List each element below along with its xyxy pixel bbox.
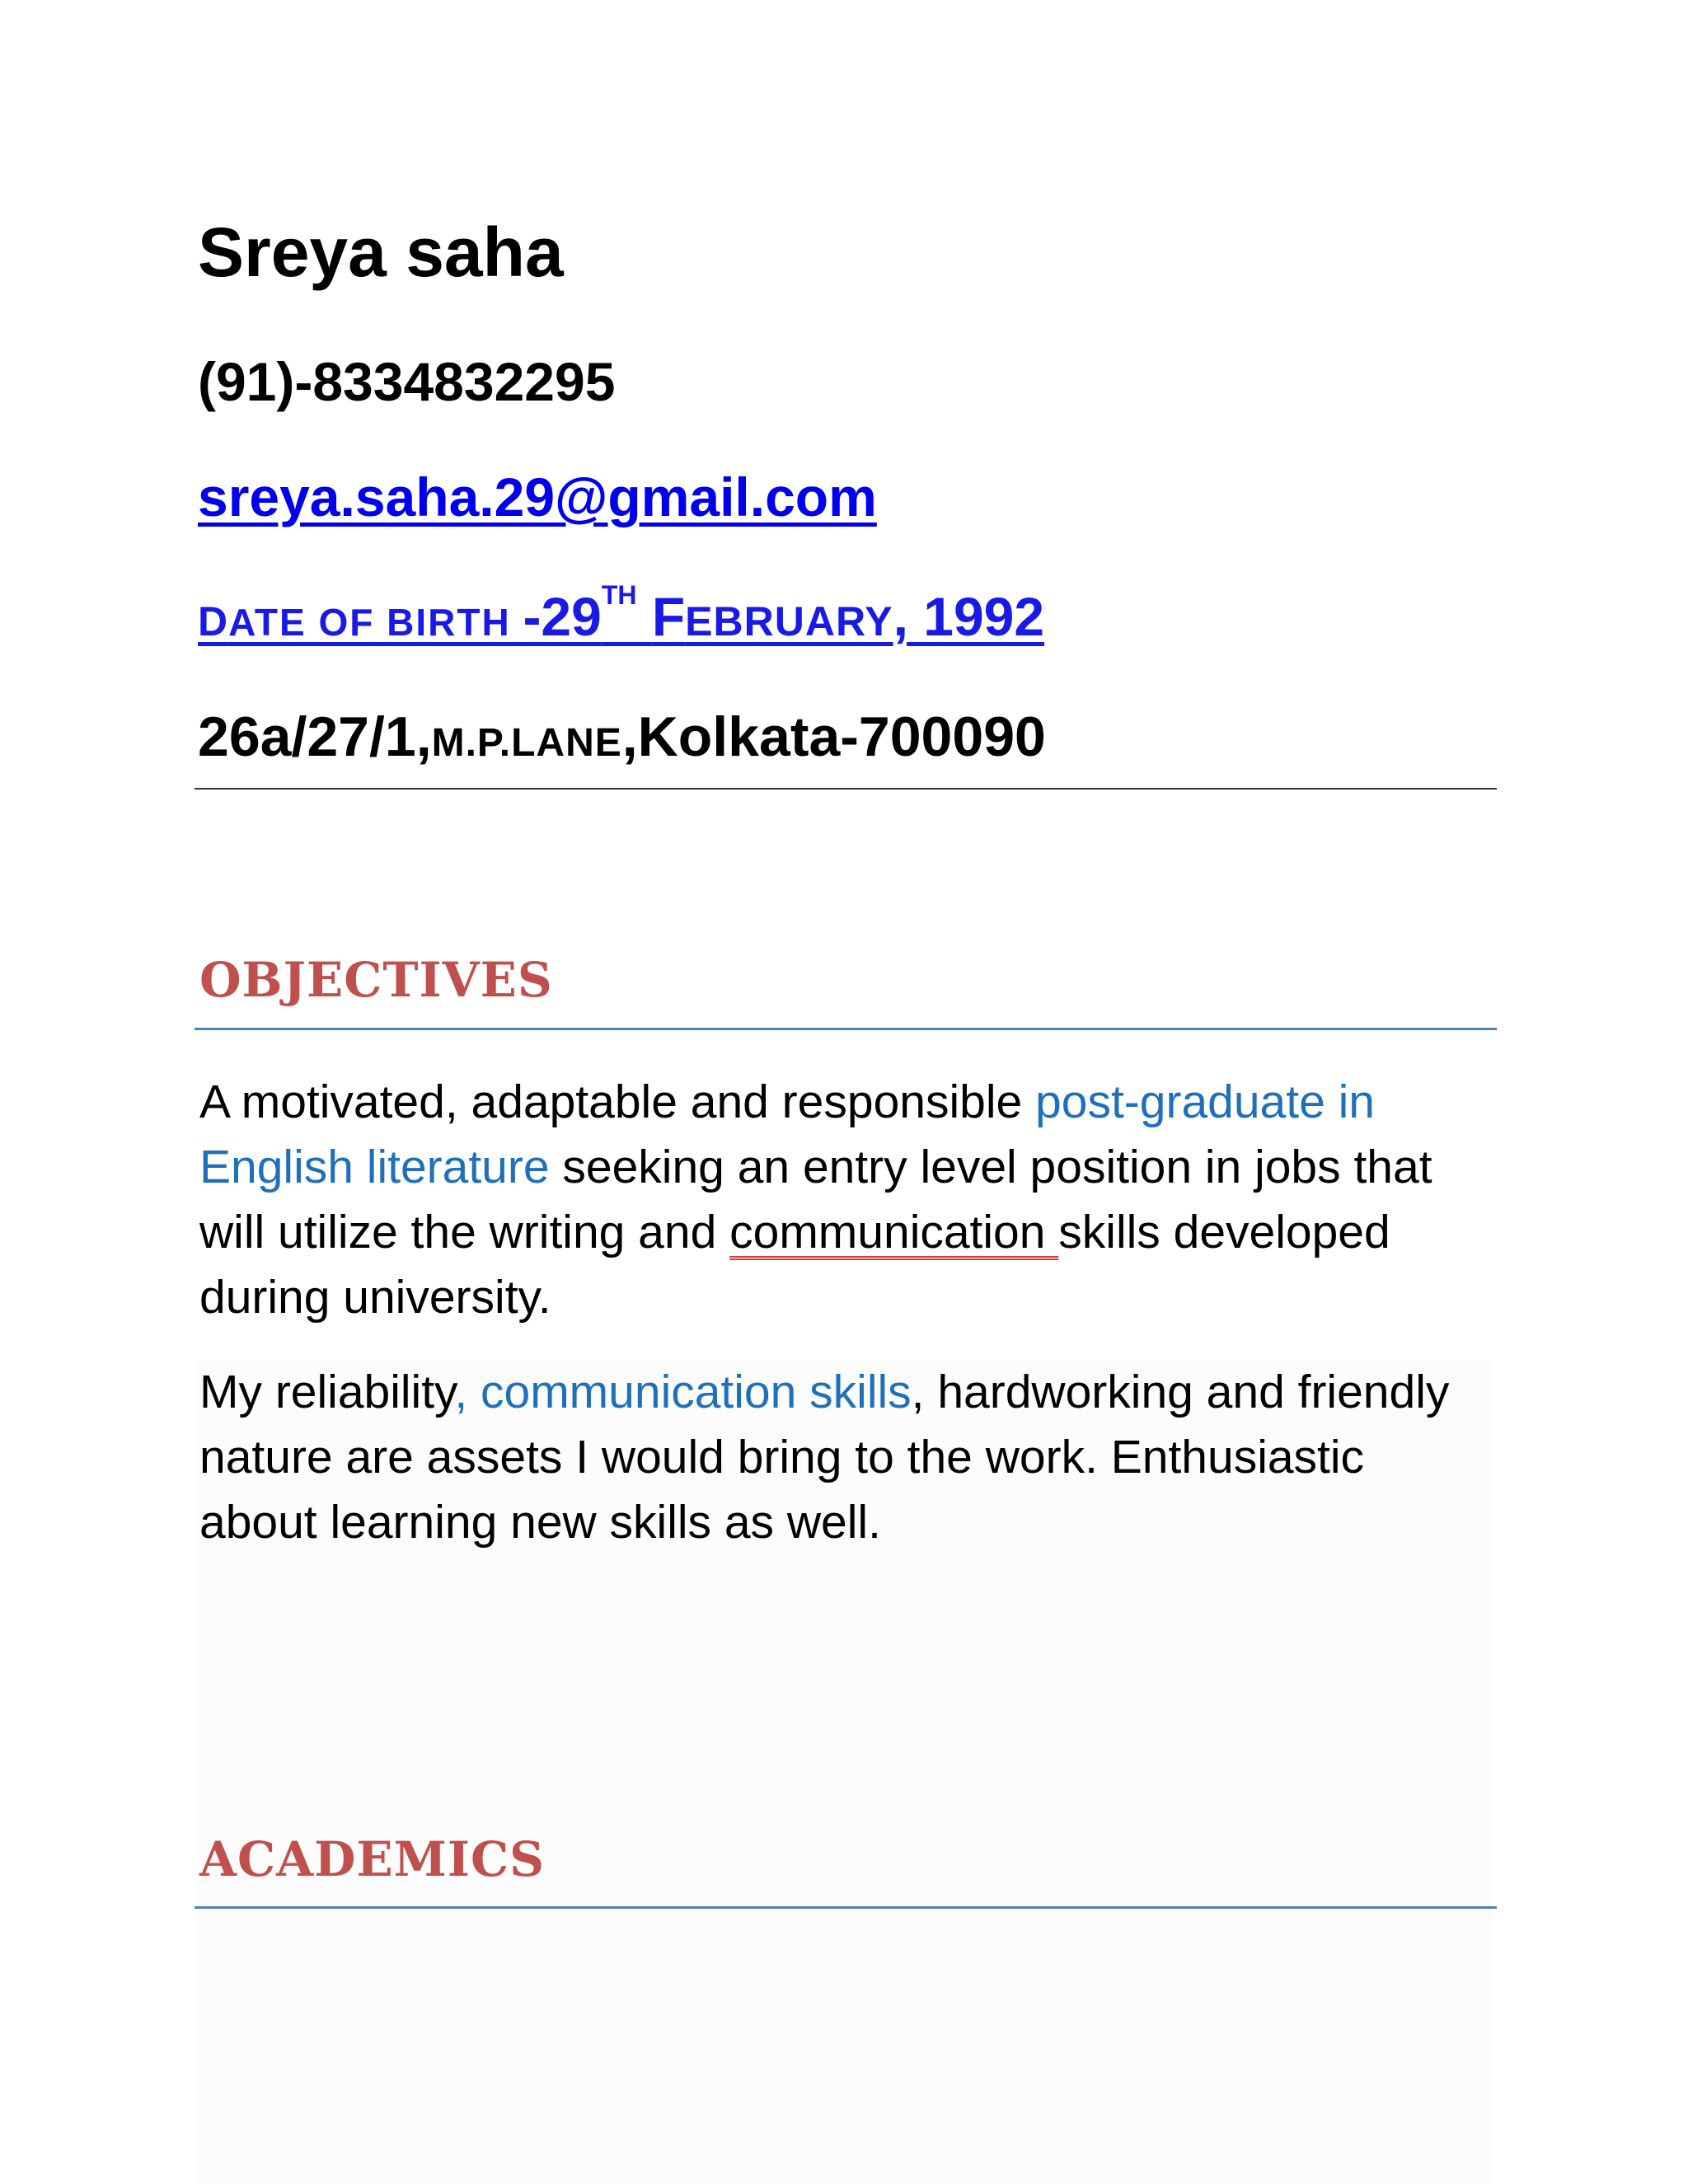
dob-month-rest: EBRUARY: [685, 598, 893, 644]
header-divider: [195, 788, 1497, 790]
address-part-2: M.P.LANE: [431, 721, 622, 765]
candidate-name: Sreya saha: [198, 213, 564, 291]
dob-label-initial: D: [198, 598, 229, 644]
objective-text: seeking an entry level position in jobs that will utilize the writing and: [199, 1141, 1432, 1258]
spellcheck-flagged-word: communication: [729, 1206, 1059, 1258]
address-part-3: ,Kolkata-700090: [621, 705, 1046, 768]
objective-text: , hardworking and friendly nature are assets I would bring to the work. Enthusiastic about learning new skills as well.: [199, 1366, 1450, 1549]
dob-label-rest: ATE OF BIRTH: [228, 601, 523, 644]
dob-ordinal: TH: [601, 580, 637, 610]
academics-divider: [195, 1906, 1497, 1909]
dob-day: -29: [523, 586, 602, 647]
objective-highlight: , communication skills: [454, 1366, 912, 1418]
objective-highlight: post-graduate in English literature: [199, 1076, 1375, 1193]
address: [198, 705, 1046, 769]
objective-text: A motivated, adaptable and responsible: [199, 1076, 1036, 1128]
dob-year: , 1992: [893, 586, 1045, 647]
objectives-paragraph-1: [199, 1070, 1485, 1330]
objectives-heading: OBJECTIVES: [199, 952, 553, 1008]
date-of-birth: [198, 580, 1045, 648]
address-part-1: 26a/27/1,: [198, 705, 432, 768]
phone-number: (91)-8334832295: [198, 351, 616, 412]
academics-heading: ACADEMICS: [199, 1831, 546, 1887]
objectives-paragraph-2: [199, 1360, 1485, 1555]
email-link[interactable]: sreya.saha.29@gmail.com: [198, 466, 877, 527]
objective-text: skills developed during university.: [199, 1206, 1390, 1324]
objectives-divider: [195, 1028, 1497, 1030]
dob-month-initial: F: [651, 586, 686, 647]
objective-text: My reliability: [199, 1366, 455, 1418]
